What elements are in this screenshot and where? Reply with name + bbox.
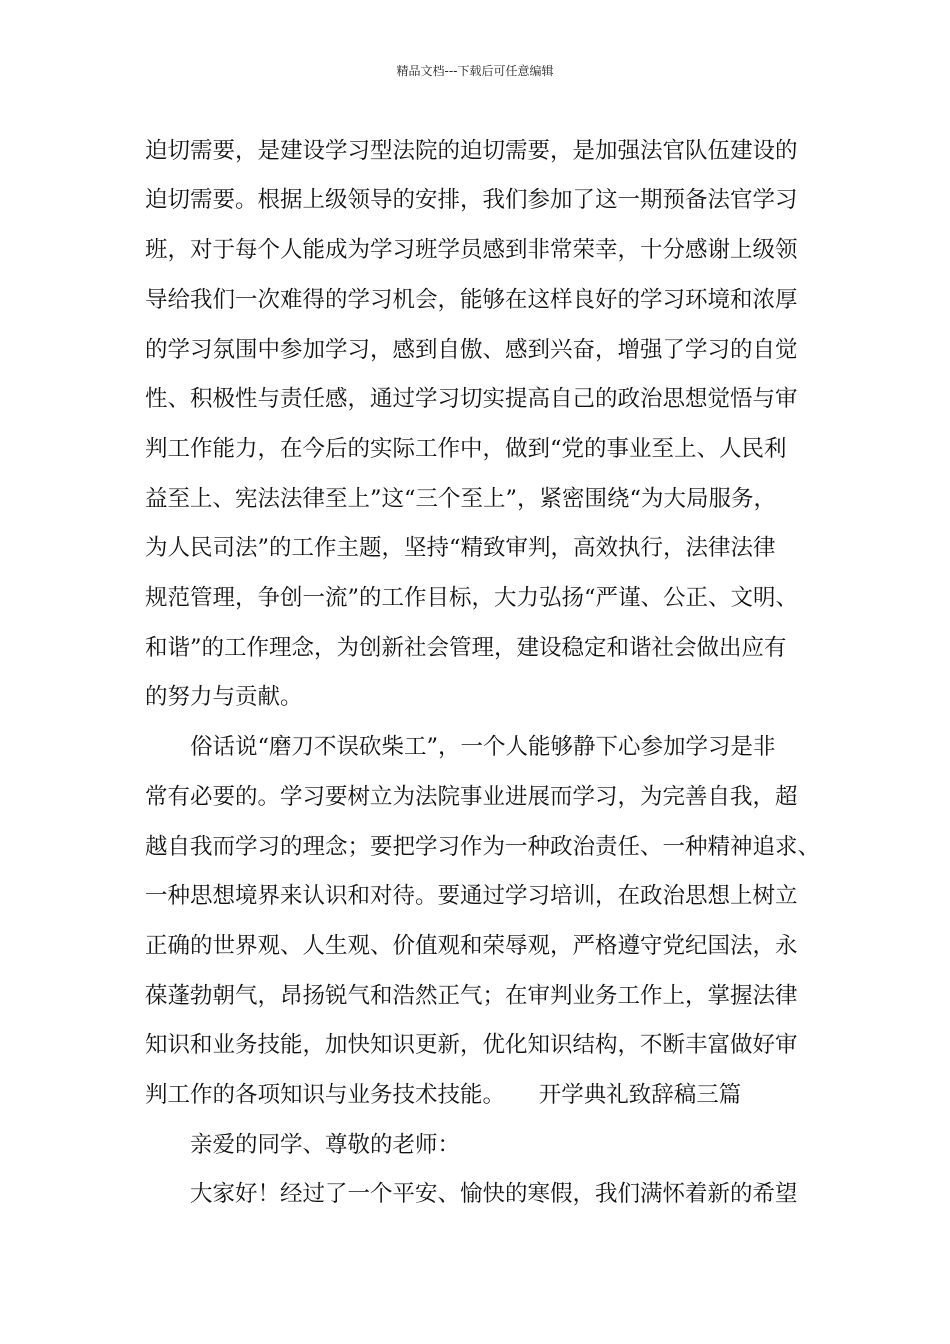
text-line: 正确的世界观、人生观、价值观和荣辱观，严格遵守党纪国法，永 [145,933,798,959]
text-line: 知识和业务技能，加快知识更新，优化知识结构，不断丰富做好审 [145,1032,798,1058]
page-header: 精品文档---下载后可任意编辑 [396,64,554,78]
text-line: 导给我们一次难得的学习机会，能够在这样良好的学习环境和浓厚 [145,287,798,313]
text-line: 大家好！经过了一个平安、愉快的寒假，我们满怀着新的希望 [190,1181,798,1207]
text-line: 越自我而学习的理念；要把学习作为一种政治责任、一种精神追求、 [145,834,821,860]
text-line: 葆蓬勃朝气，昂扬锐气和浩然正气；在审判业务工作上，掌握法律 [145,983,798,1009]
text-line: 的努力与贡献。 [145,684,303,710]
text-line: 常有必要的。学习要树立为法院事业进展而学习，为完善自我，超 [145,784,798,810]
text-line: 判工作的各项知识与业务技术技能。 开学典礼致辞稿三篇 [145,1082,742,1108]
text-line: 亲爱的同学、尊敬的老师： [190,1132,461,1158]
text-line: 迫切需要。根据上级领导的安排，我们参加了这一期预备法官学习 [145,187,798,213]
text-line: 和谐”的工作理念，为创新社会管理，建设稳定和谐社会做出应有 [145,635,787,661]
text-line: 的学习氛围中参加学习，感到自傲、感到兴奋，增强了学习的自觉 [145,337,798,363]
text-line: 为人民司法”的工作主题，坚持“精致审判，高效执行，法律法律 [145,535,776,561]
text-line: 性、积极性与责任感，通过学习切实提高自己的政治思想觉悟与审 [145,386,798,412]
text-line: 规范管理，争创一流”的工作目标，大力弘扬“严谨、公正、文明、 [145,585,799,611]
text-line: 迫切需要，是建设学习型法院的迫切需要，是加强法官队伍建设的 [145,138,798,164]
text-line: 判工作能力，在今后的实际工作中，做到“党的事业至上、人民利 [145,436,787,462]
text-line: 一种思想境界来认识和对待。要通过学习培训，在政治思想上树立 [145,883,798,909]
text-line: 益至上、宪法法律至上”这“三个至上”，紧密围绕“为大局服务， [145,486,777,512]
text-line: 班，对于每个人能成为学习班学员感到非常荣幸，十分感谢上级领 [145,237,798,263]
text-line: 俗话说“磨刀不误砍柴工”，一个人能够静下心参加学习是非 [190,734,776,760]
